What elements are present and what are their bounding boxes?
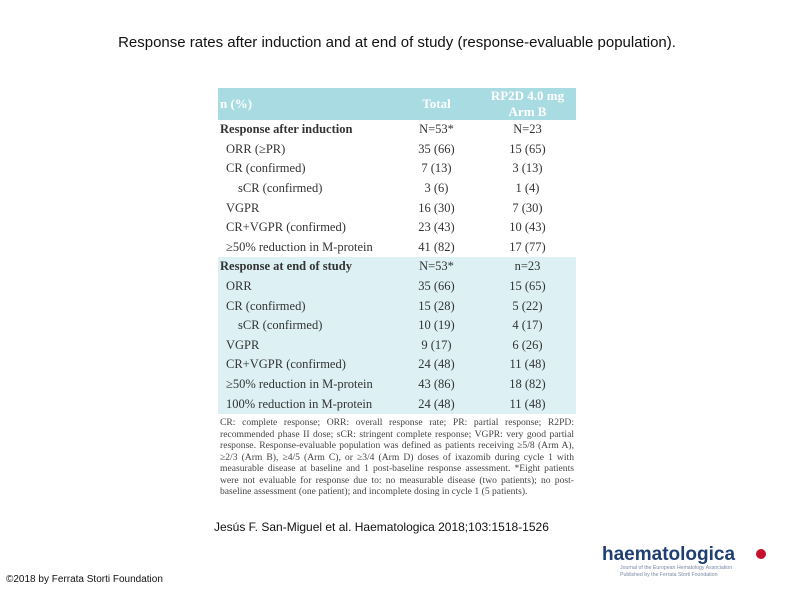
row-arm-b: 11 (48) bbox=[479, 355, 576, 375]
row-arm-b: 1 (4) bbox=[515, 181, 540, 196]
section-end-of-study bbox=[218, 257, 576, 414]
row-label: CR+VGPR (confirmed) bbox=[226, 220, 346, 235]
row-arm-b: 15 (65) bbox=[479, 277, 576, 297]
row-label: ≥50% reduction in M-protein bbox=[226, 239, 373, 254]
table-row bbox=[218, 277, 576, 297]
row-label: ORR bbox=[218, 277, 394, 297]
table-row bbox=[218, 336, 576, 356]
row-total: 41 (82) bbox=[418, 239, 455, 254]
row-arm-b: 3 (13) bbox=[512, 161, 543, 176]
table-row bbox=[218, 238, 576, 258]
row-total: 16 (30) bbox=[418, 200, 455, 215]
table-row bbox=[218, 375, 576, 395]
header-arm-b: RP2D 4.0 mg Arm B bbox=[479, 88, 576, 120]
row-label: sCR (confirmed) bbox=[238, 181, 323, 196]
row-label: ≥50% reduction in M-protein bbox=[218, 375, 394, 395]
row-total: 35 (66) bbox=[394, 277, 479, 297]
row-arm-b: 7 (30) bbox=[512, 200, 543, 215]
logo-emblem-icon bbox=[756, 549, 766, 559]
haematologica-logo bbox=[598, 540, 778, 580]
response-table bbox=[218, 88, 576, 414]
row-arm-b: 15 (65) bbox=[509, 141, 546, 156]
row-arm-b: 6 (26) bbox=[479, 336, 576, 356]
header-total: Total bbox=[394, 88, 479, 120]
row-label: ORR (≥PR) bbox=[226, 141, 286, 156]
row-total: N=53* bbox=[419, 122, 454, 137]
row-total: 9 (17) bbox=[394, 336, 479, 356]
row-arm-b: 18 (82) bbox=[479, 375, 576, 395]
row-total: 10 (19) bbox=[394, 316, 479, 336]
table-row bbox=[218, 296, 576, 316]
row-total: N=53* bbox=[394, 257, 479, 277]
row-total: 23 (43) bbox=[418, 220, 455, 235]
table-row bbox=[218, 218, 576, 238]
table-row bbox=[218, 140, 576, 160]
row-arm-b: N=23 bbox=[513, 122, 542, 137]
row-total: 24 (48) bbox=[394, 355, 479, 375]
row-label: Response at end of study bbox=[218, 257, 394, 277]
row-arm-b: 17 (77) bbox=[509, 239, 546, 254]
row-label: Response after induction bbox=[220, 122, 353, 137]
row-total: 24 (48) bbox=[394, 394, 479, 414]
table-figure bbox=[218, 88, 576, 508]
row-total: 7 (13) bbox=[421, 161, 452, 176]
section-after-induction bbox=[218, 120, 576, 257]
header-n-percent: n (%) bbox=[218, 88, 394, 120]
copyright-notice: ©2018 by Ferrata Storti Foundation bbox=[6, 574, 163, 585]
row-total: 15 (28) bbox=[394, 296, 479, 316]
slide-title: Response rates after induction and at end of study (response-evaluable population). bbox=[118, 34, 676, 51]
row-total: 3 (6) bbox=[424, 181, 449, 196]
row-arm-b: 4 (17) bbox=[479, 316, 576, 336]
row-label: 100% reduction in M-protein bbox=[218, 394, 394, 414]
table-row bbox=[218, 198, 576, 218]
row-label: CR (confirmed) bbox=[226, 161, 306, 176]
row-label: CR+VGPR (confirmed) bbox=[218, 355, 394, 375]
table-row bbox=[218, 355, 576, 375]
row-label: VGPR bbox=[226, 200, 260, 215]
logo-wordmark: haematologica bbox=[602, 544, 736, 565]
row-arm-b: n=23 bbox=[479, 257, 576, 277]
table-row bbox=[218, 159, 576, 179]
row-arm-b: 11 (48) bbox=[479, 394, 576, 414]
table-row bbox=[218, 179, 576, 199]
logo-tagline-2: Published by the Ferrata Storti Foundation bbox=[620, 572, 718, 578]
row-arm-b: 5 (22) bbox=[479, 296, 576, 316]
table-footnote: CR: complete response; ORR: overall response rate; PR: partial response; R2PD: recommended phase II dose; sCR: stringent complete response; VGPR: very good partial response. Response-evaluable population was defined as patients receiving ≥5/8 (Arm A), ≥2/3 (Arm B), ≥4/5 (Arm C), or ≥3/4 (Arm D) doses of ixazomib during cycle 1 with measurable disease at baseline and 1 post-baseline response assessment. *Eight patients were not evaluable for response due to: no measurable disease (two patients); no post-baseline assessment (one patient); and incomplete dosing in cycle 1 (5 patients). bbox=[220, 416, 574, 498]
table-row bbox=[218, 316, 576, 336]
row-total: 35 (66) bbox=[418, 141, 455, 156]
logo-tagline-1: Journal of the European Hematology Association bbox=[620, 565, 733, 571]
row-label: sCR (confirmed) bbox=[218, 316, 394, 336]
section-header-row bbox=[218, 120, 576, 140]
table-row bbox=[218, 394, 576, 414]
row-total: 43 (86) bbox=[394, 375, 479, 395]
citation: Jesús F. San-Miguel et al. Haematologica 2018;103:1518-1526 bbox=[214, 520, 549, 534]
row-label: VGPR bbox=[218, 336, 394, 356]
table-header-row bbox=[218, 88, 576, 120]
section-header-row bbox=[218, 257, 576, 277]
row-arm-b: 10 (43) bbox=[509, 220, 546, 235]
row-label: CR (confirmed) bbox=[218, 296, 394, 316]
